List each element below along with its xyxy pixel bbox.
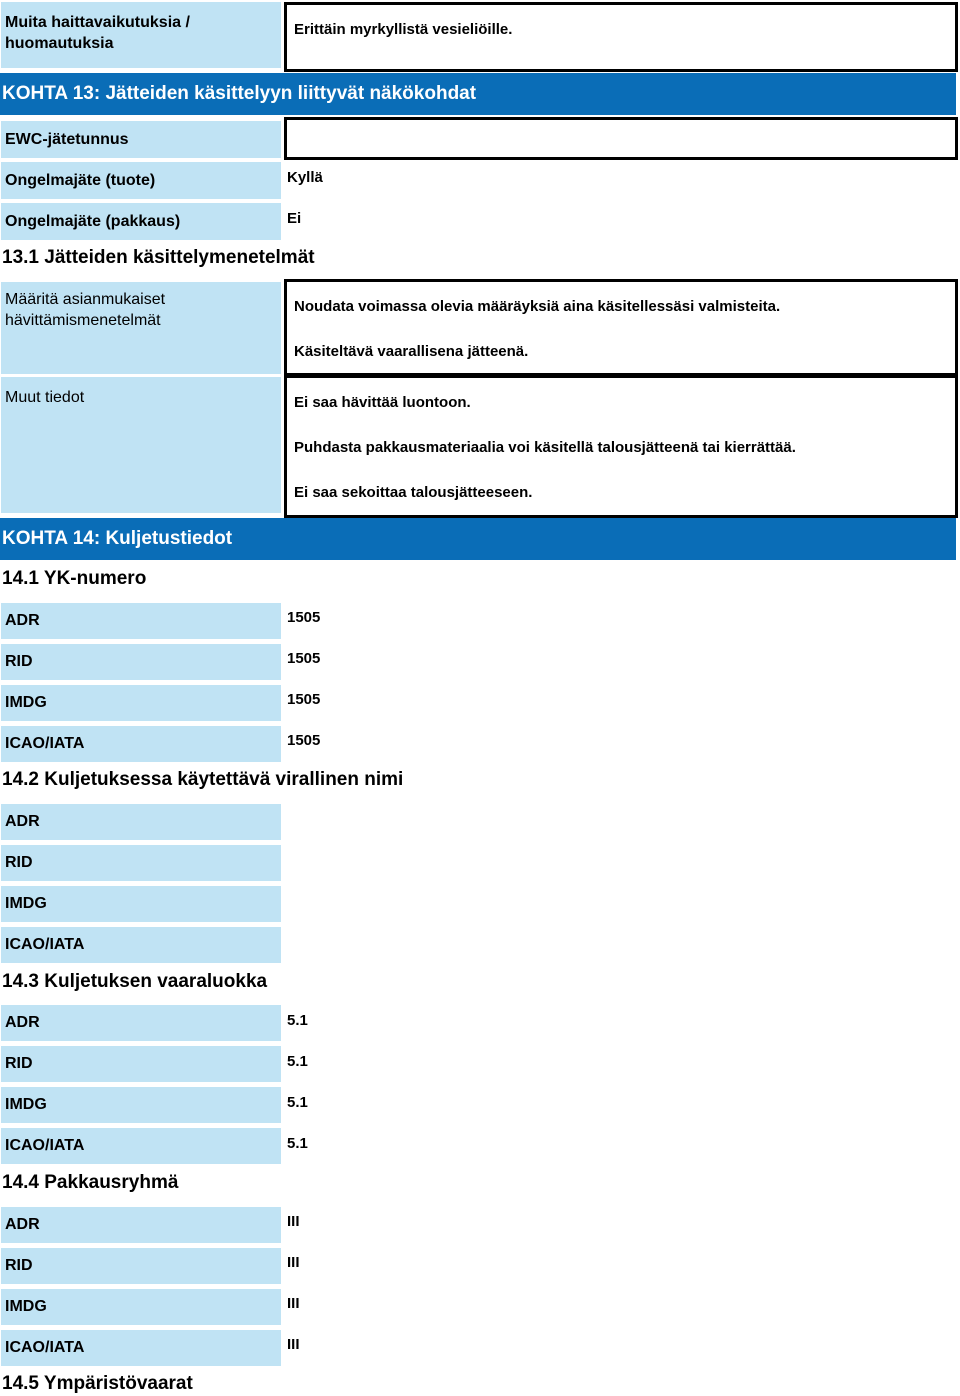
class-row-imdg-value: 5.1 [287,1094,308,1111]
pack-row-icao-label: ICAO/IATA [1,1330,281,1366]
un-row-rid-value: 1505 [287,650,321,667]
other-effects-value-box [284,2,958,72]
section-13-header: KOHTA 13: Jätteiden käsittelyyn liittyvät näkökohdat [0,73,956,115]
other-info-line-3: Ei saa sekoittaa talousjätteeseen. [294,484,533,501]
ewc-label: EWC-jätetunnus [1,121,281,158]
name-row-adr-label: ADR [1,804,281,840]
waste-package-label: Ongelmajäte (pakkaus) [1,203,281,240]
pack-row-rid-label: RID [1,1248,281,1284]
class-row-adr-value: 5.1 [287,1012,308,1029]
other-effects-label: Muita haittavaikutuksia / huomautuksia [1,2,281,68]
un-row-icao-label: ICAO/IATA [1,726,281,762]
pack-row-imdg-value: III [287,1295,300,1312]
un-row-adr-value: 1505 [287,609,321,626]
other-info-line-2: Puhdasta pakkausmateriaalia voi käsitellä talousjätteenä tai kierrättää. [294,439,796,456]
disposal-methods-box [284,279,958,376]
class-row-rid-value: 5.1 [287,1053,308,1070]
ewc-value-box [284,117,958,160]
subsection-14-4-title: 14.4 Pakkausryhmä [2,1172,179,1193]
class-row-imdg-label: IMDG [1,1087,281,1123]
waste-product-value: Kyllä [287,169,323,186]
subsection-14-5-title: 14.5 Ympäristövaarat [2,1373,193,1394]
un-row-adr-label: ADR [1,603,281,639]
other-info-line-1: Ei saa hävittää luontoon. [294,394,471,411]
pack-row-adr-value: III [287,1213,300,1230]
other-info-box [284,375,958,518]
class-row-icao-label: ICAO/IATA [1,1128,281,1164]
un-row-imdg-label: IMDG [1,685,281,721]
un-row-imdg-value: 1505 [287,691,321,708]
disposal-line-2: Käsiteltävä vaarallisena jätteenä. [294,343,529,360]
pack-row-adr-label: ADR [1,1207,281,1243]
un-row-icao-value: 1505 [287,732,321,749]
other-info-label: Muut tiedot [1,377,281,513]
subsection-14-1-title: 14.1 YK-numero [2,568,147,589]
waste-package-value: Ei [287,210,302,227]
pack-row-rid-value: III [287,1254,300,1271]
name-row-rid-label: RID [1,845,281,881]
waste-product-label: Ongelmajäte (tuote) [1,162,281,199]
subsection-14-2-title: 14.2 Kuljetuksessa käytettävä virallinen nimi [2,769,404,790]
un-row-rid-label: RID [1,644,281,680]
disposal-line-1: Noudata voimassa olevia määräyksiä aina käsitellessäsi valmisteita. [294,298,781,315]
other-effects-value: Erittäin myrkyllistä vesieliöille. [294,21,513,38]
class-row-adr-label: ADR [1,1005,281,1041]
subsection-13-1-title: 13.1 Jätteiden käsittelymenetelmät [2,247,315,268]
class-row-icao-value: 5.1 [287,1135,308,1152]
pack-row-imdg-label: IMDG [1,1289,281,1325]
disposal-methods-label: Määritä asianmukaiset hävittämismenetelmät [1,282,281,374]
name-row-icao-label: ICAO/IATA [1,927,281,963]
section-14-header: KOHTA 14: Kuljetustiedot [0,518,956,560]
pack-row-icao-value: III [287,1336,300,1353]
class-row-rid-label: RID [1,1046,281,1082]
subsection-14-3-title: 14.3 Kuljetuksen vaaraluokka [2,971,268,992]
name-row-imdg-label: IMDG [1,886,281,922]
